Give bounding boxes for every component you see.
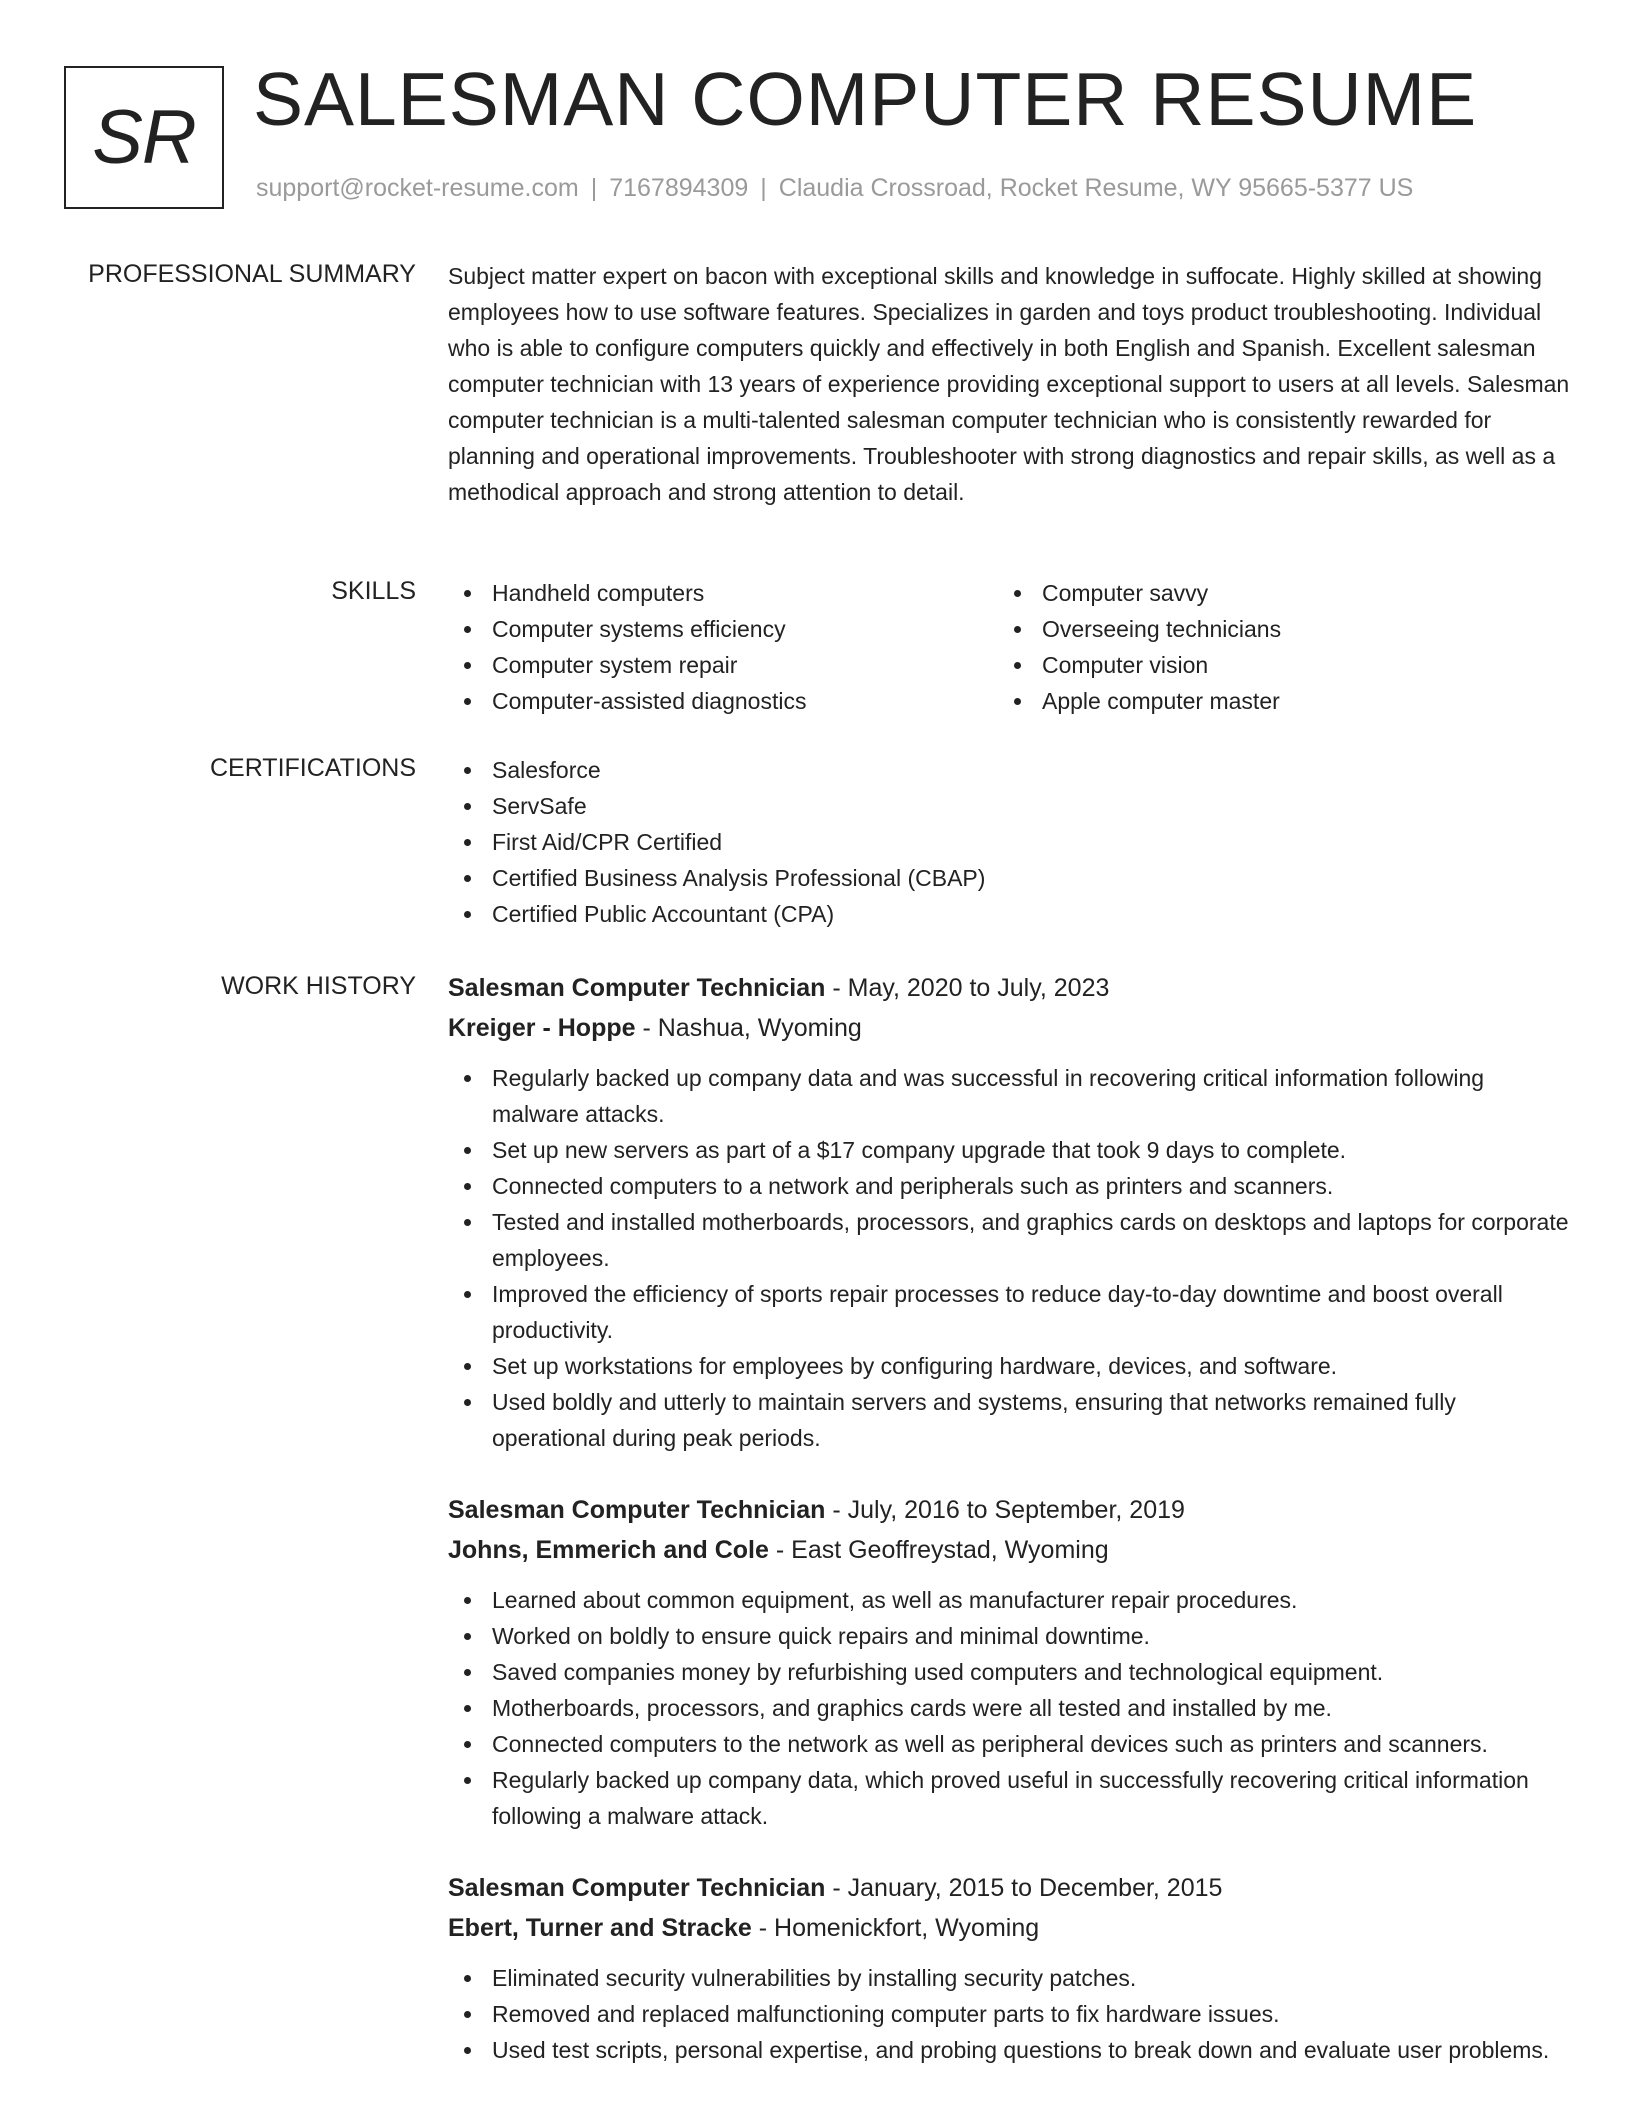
job-bullet: Removed and replaced malfunctioning computer parts to fix hardware issues. xyxy=(448,1996,1573,2032)
contact-separator: | xyxy=(760,174,767,202)
job-entry xyxy=(448,968,1573,1456)
job-title-line: Salesman Computer Technician - May, 2020 to July, 2023 xyxy=(448,974,1110,1002)
job-title-line: Salesman Computer Technician - January, 2015 to December, 2015 xyxy=(448,1874,1223,1902)
job-title: Salesman Computer Technician xyxy=(448,974,826,1002)
job-company: Ebert, Turner and Stracke xyxy=(448,1914,752,1942)
monogram: SR xyxy=(64,66,224,209)
job-bullet: Set up workstations for employees by configuring hardware, devices, and software. xyxy=(448,1348,1573,1384)
section-label: CERTIFICATIONS xyxy=(209,754,416,782)
job-bullet: Tested and installed motherboards, processors, and graphics cards on desktops and laptops for corporate employees. xyxy=(448,1204,1573,1276)
summary-text: Subject matter expert on bacon with exceptional skills and knowledge in suffocate. Highly skilled at showing employees how to use software features. Specializes in garden and toys product troubleshooting. Individual who is able to configure computers quickly and effectively in both English and Spanish. Excellent salesman computer technician with 13 years of experience providing exceptional support to users at all levels. Salesman computer technician is a multi-talented salesman computer technician who is consistently rewarded for planning and operational improvements. Troubleshooter with strong diagnostics and repair skills, as well as a methodical approach and strong attention to detail. xyxy=(448,263,1570,505)
skill-item: Computer-assisted diagnostics xyxy=(448,683,998,719)
job-location: Homenickfort, Wyoming xyxy=(774,1914,1040,1942)
job-company: Johns, Emmerich and Cole xyxy=(448,1536,769,1564)
job-bullet: Connected computers to the network as well as peripheral devices such as printers and scanners. xyxy=(448,1726,1573,1762)
contact-separator: | xyxy=(590,174,598,202)
certification-item: Salesforce xyxy=(448,752,1573,788)
job-company-line: Ebert, Turner and Stracke - Homenickfort, Wyoming xyxy=(448,1914,1040,1942)
resume-title: SALESMAN COMPUTER RESUME xyxy=(253,57,1478,141)
job-bullets xyxy=(448,1582,1573,1834)
skill-item: Computer systems efficiency xyxy=(448,611,998,647)
job-bullet: Set up new servers as part of a $17 company upgrade that took 9 days to complete. xyxy=(448,1132,1573,1168)
job-dates: July, 2016 to September, 2019 xyxy=(847,1496,1185,1524)
job-bullet: Connected computers to a network and peripherals such as printers and scanners. xyxy=(448,1168,1573,1204)
job-bullet: Worked on boldly to ensure quick repairs and minimal downtime. xyxy=(448,1618,1573,1654)
contact-address: Claudia Crossroad, Rocket Resume, WY 95665-5377 US xyxy=(778,174,1414,202)
job-company: Kreiger - Hoppe xyxy=(448,1014,636,1042)
job-bullet: Used boldly and utterly to maintain servers and systems, ensuring that networks remained fully operational during peak periods. xyxy=(448,1384,1573,1456)
certification-item: ServSafe xyxy=(448,788,1573,824)
contact-line xyxy=(256,174,1413,203)
skill-item: Computer vision xyxy=(998,647,1548,683)
skill-item: Computer system repair xyxy=(448,647,998,683)
job-bullet: Motherboards, processors, and graphics cards were all tested and installed by me. xyxy=(448,1690,1573,1726)
section-label: SKILLS xyxy=(331,577,416,605)
job-location: Nashua, Wyoming xyxy=(657,1014,862,1042)
contact-email[interactable]: support@rocket-resume.com xyxy=(256,174,579,202)
job-bullet: Learned about common equipment, as well as manufacturer repair procedures. xyxy=(448,1582,1573,1618)
certification-item: Certified Business Analysis Professional (CBAP) xyxy=(448,860,1573,896)
skills-column xyxy=(448,575,998,719)
skills-column xyxy=(998,575,1548,719)
skill-item: Apple computer master xyxy=(998,683,1548,719)
section-label: PROFESSIONAL SUMMARY xyxy=(88,260,416,288)
job-title: Salesman Computer Technician xyxy=(448,1874,826,1902)
contact-phone[interactable]: 7167894309 xyxy=(609,174,749,202)
job-bullets xyxy=(448,1060,1573,1456)
job-title: Salesman Computer Technician xyxy=(448,1496,826,1524)
job-entry xyxy=(448,1868,1573,2068)
certification-item: Certified Public Accountant (CPA) xyxy=(448,896,1573,932)
job-bullets xyxy=(448,1960,1573,2068)
skill-item: Computer savvy xyxy=(998,575,1548,611)
job-title-line: Salesman Computer Technician - July, 2016 to September, 2019 xyxy=(448,1496,1185,1524)
skill-item: Handheld computers xyxy=(448,575,998,611)
job-bullet: Saved companies money by refurbishing used computers and technological equipment. xyxy=(448,1654,1573,1690)
job-bullet: Eliminated security vulnerabilities by installing security patches. xyxy=(448,1960,1573,1996)
job-company-line: Kreiger - Hoppe - Nashua, Wyoming xyxy=(448,1014,862,1042)
job-entry xyxy=(448,1490,1573,1834)
skills-grid xyxy=(448,575,1573,719)
skill-item: Overseeing technicians xyxy=(998,611,1548,647)
certifications-list xyxy=(448,752,1573,932)
job-dates: January, 2015 to December, 2015 xyxy=(847,1874,1223,1902)
job-location: East Geoffreystad, Wyoming xyxy=(791,1536,1109,1564)
certification-item: First Aid/CPR Certified xyxy=(448,824,1573,860)
job-dates: May, 2020 to July, 2023 xyxy=(847,974,1110,1002)
job-bullet: Regularly backed up company data and was successful in recovering critical information following malware attacks. xyxy=(448,1060,1573,1132)
job-bullet: Improved the efficiency of sports repair processes to reduce day-to-day downtime and boost overall productivity. xyxy=(448,1276,1573,1348)
job-bullet: Used test scripts, personal expertise, and probing questions to break down and evaluate user problems. xyxy=(448,2032,1573,2068)
job-bullet: Regularly backed up company data, which proved useful in successfully recovering critical information following a malware attack. xyxy=(448,1762,1573,1834)
job-company-line: Johns, Emmerich and Cole - East Geoffreystad, Wyoming xyxy=(448,1536,1109,1564)
section-label: WORK HISTORY xyxy=(221,972,416,1000)
jobs-list xyxy=(448,968,1573,2102)
